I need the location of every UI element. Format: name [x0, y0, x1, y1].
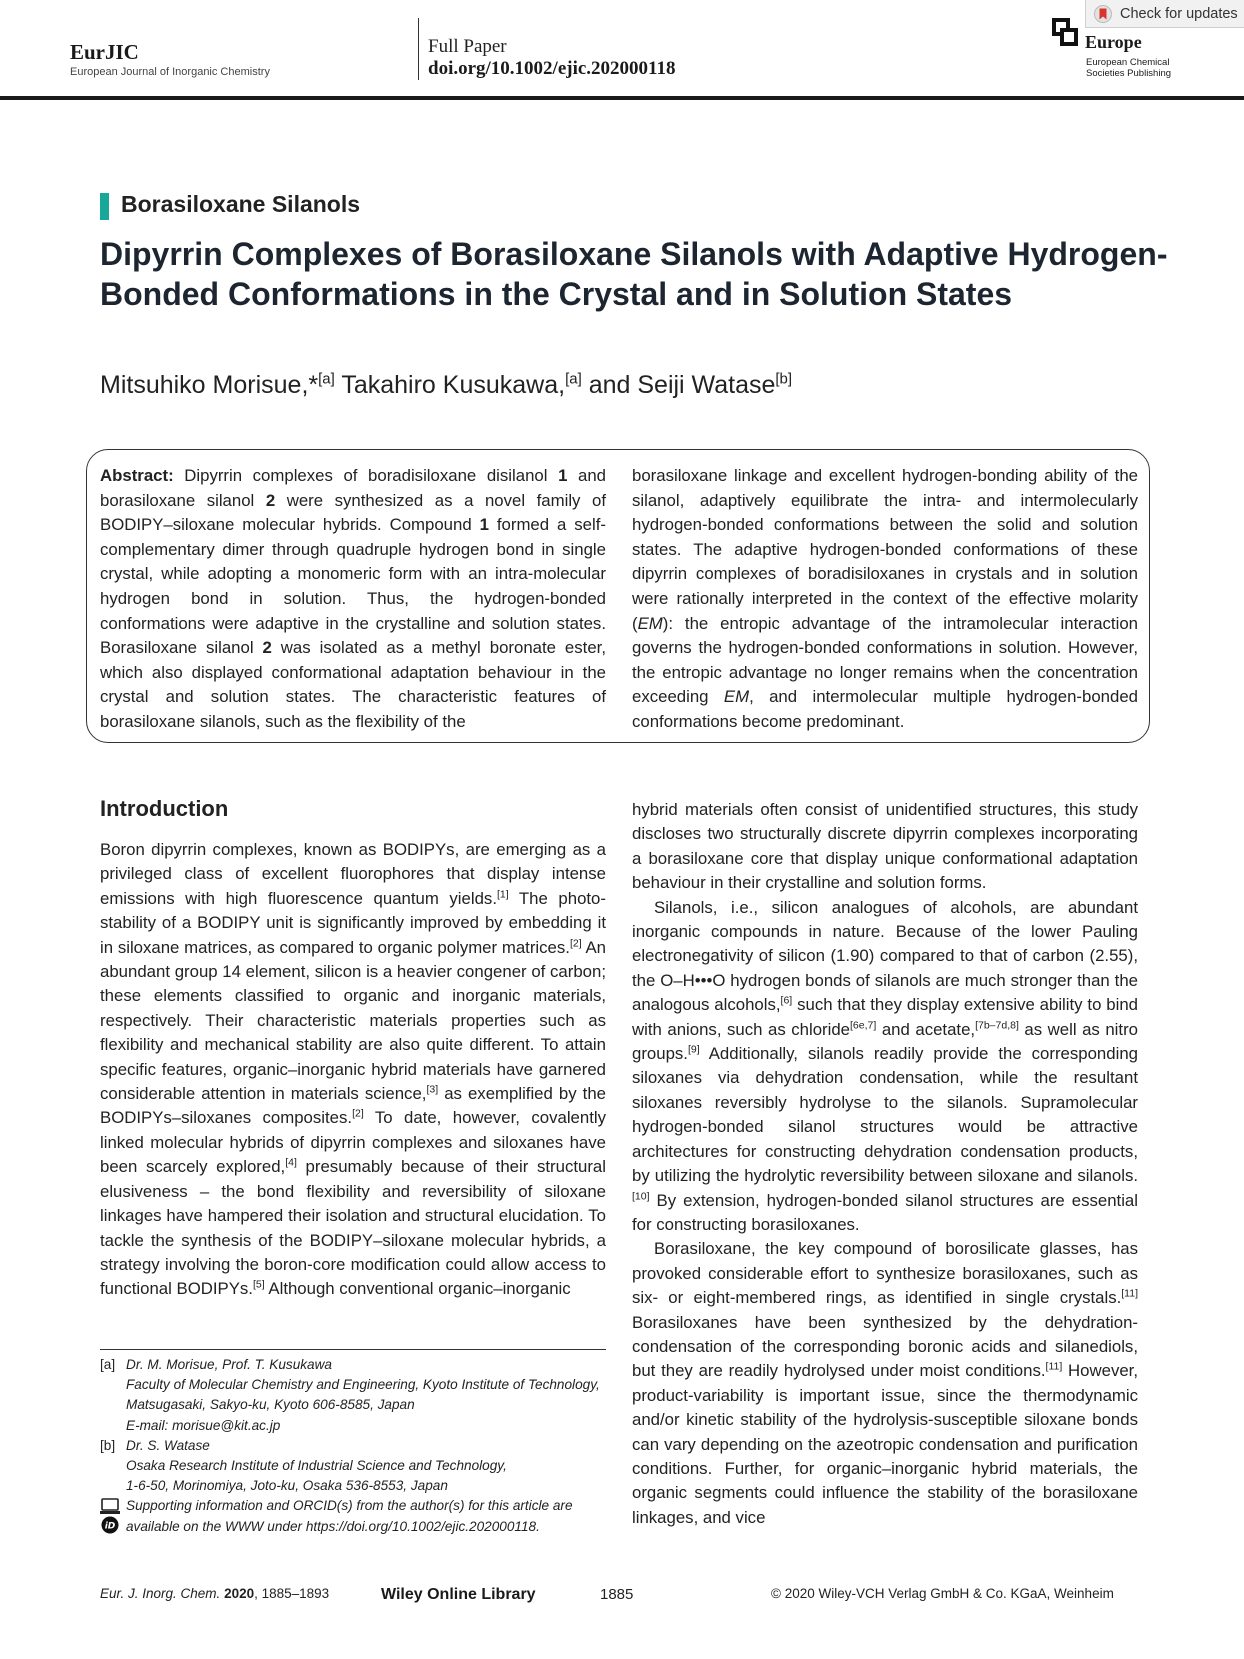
citation-link[interactable]: [6e,7]: [850, 1019, 877, 1032]
footnote-line: Faculty of Molecular Chemistry and Engineering, Kyoto Institute of Technology,: [126, 1377, 600, 1393]
abstract-text: formed a self-complementary dimer through quadruple hydrogen bond in single crystal, while adopting a monomeric form with an intra-molecular hydrogen bond in solution. Thus, the hydrogen-bonded conformations were adaptive in the crystalline and solution states. Borasiloxane silanol: [100, 515, 606, 658]
wiley-online-library-link[interactable]: Wiley Online Library: [381, 1586, 536, 1603]
publisher-subtitle: [1086, 57, 1206, 79]
supporting-info-note: [100, 1496, 620, 1542]
compound-number: 2: [265, 490, 276, 510]
abstract-label: Abstract:: [100, 466, 174, 485]
body-text: The photo-stability of a BODIPY unit is significantly improved by embedding it in siloxane matrices, as compared to organic polymer matrices.: [100, 888, 606, 957]
footnote-line: 1-6-50, Morinomiya, Joto-ku, Osaka 536-8553, Japan: [126, 1478, 448, 1494]
journal-short-name: EurJIC: [70, 40, 139, 64]
citation-link[interactable]: [10]: [632, 1189, 650, 1202]
footer-year: 2020: [224, 1586, 255, 1601]
copyright: © 2020 Wiley-VCH Verlag GmbH & Co. KGaA, Weinheim: [771, 1586, 1114, 1601]
body-text: Although conventional organic–inorganic: [264, 1279, 571, 1299]
paper-type: Full Paper: [428, 36, 507, 57]
footnote-a: [100, 1355, 620, 1436]
citation-footer: [100, 1586, 329, 1601]
abstract-left-column: [100, 464, 606, 735]
footnote-line: Dr. M. Morisue, Prof. T. Kusukawa: [126, 1357, 332, 1372]
body-text: Additionally, silanols readily provide the corresponding siloxanes via dehydration condensation, while the resultant siloxanes reversibly hydrolyse to the silanols. Supramolecular hydrogen-bonded silanol structures would be attractive architectures for constructing dehydration condensation products, by utilizing the hydrolytic reversibility between siloxane and silanols.: [632, 1044, 1138, 1186]
footnote-mark: [b]: [100, 1437, 116, 1453]
footnote-line: Supporting information and ORCID(s) from the author(s) for this article are: [126, 1498, 573, 1514]
abstract-text: , and intermolecular multiple hydrogen-bonded conformations become predominant.: [632, 687, 1139, 731]
body-text: as exemplified by the BODIPYs–siloxanes composites.: [100, 1084, 607, 1128]
footnote-line: Osaka Research Institute of Industrial Science and Technology,: [126, 1458, 507, 1474]
citation-link[interactable]: [9]: [687, 1043, 700, 1056]
publisher-sub-line: European Chemical: [1086, 57, 1170, 68]
journal-abbr: Eur. J. Inorg. Chem.: [100, 1586, 221, 1601]
publisher-sub-line: Societies Publishing: [1086, 68, 1172, 79]
body-text: such that they display extensive ability to bind with anions, such as chloride: [632, 995, 1139, 1039]
check-updates-label: Check for updates: [1120, 5, 1238, 22]
abstract-text: borasiloxane linkage and excellent hydrogen-bonding ability of the silanol, adaptively equilibrate the intra- and intermolecularly hydrogen-bonded conformations between the solid and solution states. The adaptive hydrogen-bonded conformations of these dipyrrin complexes of boradisiloxanes in crystals and in solution were rationally interpreted in the context of the effective molarity (: [632, 466, 1138, 633]
section-accent-bar: [100, 193, 109, 220]
author-name: Takahiro Kusukawa,: [341, 371, 566, 399]
footnote-icons: [100, 1496, 126, 1542]
journal-full-name: European Journal of Inorganic Chemistry: [70, 66, 270, 78]
citation-link[interactable]: [2]: [569, 937, 582, 950]
abstract-text: Dipyrrin complexes of boradisiloxane disilanol: [184, 466, 559, 485]
citation-link[interactable]: [6]: [780, 994, 793, 1007]
body-text: Borasiloxanes have been synthesized by the dehydration-condensation of the corresponding boronic acids and silanediols, but they are readily hydrolysed under moist conditions.: [632, 1312, 1138, 1381]
abstract-term: EM: [637, 613, 663, 633]
paragraph: [632, 1237, 1138, 1530]
author-join: and: [588, 371, 631, 399]
body-text: and acetate,: [876, 1019, 976, 1039]
footnote-line: Matsugasaki, Sakyo-ku, Kyoto 606-8585, Japan: [126, 1397, 415, 1413]
chempubsoc-logo-icon: [1052, 18, 1080, 48]
compound-number: 1: [479, 515, 489, 535]
citation-link[interactable]: [11]: [1121, 1287, 1138, 1300]
body-text: However, product-variability is important issue, since the thermodynamic and/or kinetic stability of the hydrolysis-susceptible siloxane bonds can vary depending on the azeotropic condensation and purification conditions. Further, for organic–inorganic hybrid materials, the organic segments could influence the stability of the borasiloxane linkages, and vice: [632, 1361, 1138, 1527]
header-divider: [418, 18, 419, 80]
page-number: 1885: [600, 1586, 634, 1603]
affiliation-mark: [a]: [318, 370, 335, 388]
body-text: By extension, hydrogen-bonded silanol structures are essential for constructing borasiloxanes.: [632, 1190, 1138, 1234]
affiliation-mark: [a]: [565, 370, 582, 388]
body-text: presumably because of their structural elusiveness – the bond flexibility and reversibility of siloxane linkages have hampered their isolation and structural elucidation. To tackle the synthesis of the BODIPY–siloxane molecular hybrids, a strategy involving the boron-core modification could allow access to functional BODIPYs.: [100, 1157, 606, 1299]
header-rule: [0, 96, 1244, 100]
affiliation-footnotes: [100, 1355, 620, 1543]
body-text: Silanols, i.e., silicon analogues of alcohols, are abundant inorganic compounds in nature. Because of the lower Pauling electronegativity of silicon (1.90) compared to that of carbon (2.55), the O–H•••O hydrogen bonds of silanols are much stronger than the analogous alcohols,: [632, 897, 1138, 1015]
citation-link[interactable]: [3]: [426, 1083, 439, 1096]
body-text: as well as nitro groups.: [632, 1019, 1138, 1064]
check-for-updates-button[interactable]: [1085, 0, 1244, 28]
abstract-text: were synthesized as a novel family of BODIPY–siloxane molecular hybrids. Compound: [100, 490, 606, 535]
compound-number: 1: [558, 466, 568, 485]
footnote-mark: [a]: [100, 1357, 116, 1372]
abstract-text: ): the entropic advantage of the intramolecular interaction governs the hydrogen-bonded conformations in solution. However, the entropic advantage no longer remains when the concentration exceeding: [632, 613, 1138, 707]
citation-link[interactable]: [2]: [352, 1107, 364, 1120]
publisher-name: Europe: [1085, 32, 1142, 52]
intro-left-column: [100, 838, 606, 1302]
compound-number: 2: [262, 638, 272, 658]
footnote-line: Dr. S. Watase: [126, 1437, 210, 1453]
email-link[interactable]: E-mail: morisue@kit.ac.jp: [126, 1417, 281, 1433]
supporting-info-link[interactable]: available on the WWW under https://doi.org/10.1002/ejic.202000118.: [126, 1518, 540, 1534]
crossmark-icon: [1094, 5, 1112, 23]
intro-right-column: [632, 798, 1138, 1530]
introduction-heading: Introduction: [100, 796, 229, 821]
paragraph: hybrid materials often consist of unidentified structures, this study discloses two structurally discrete dipyrrin complexes incorporating a borasiloxane core that display unique conformational adaptation behaviour in their crystalline and solution forms.: [632, 800, 1138, 893]
computer-icon: [100, 1496, 120, 1536]
doi-link[interactable]: doi.org/10.1002/ejic.202000118: [428, 58, 676, 79]
citation-link[interactable]: [4]: [285, 1156, 297, 1169]
footnote-rule: [100, 1349, 606, 1350]
abstract-term: EM: [723, 687, 750, 707]
body-text: An abundant group 14 element, silicon is a heavier congener of carbon; these elements classified to organic and inorganic materials, respectively. Their characteristic materials properties such as flexibility and mechanical stability are also quite different. To attain specific features, organic–inorganic hybrid materials have garnered considerable attention in materials science,: [100, 937, 606, 1104]
citation-link[interactable]: [11]: [1045, 1360, 1063, 1373]
abstract-text: and borasiloxane silanol: [100, 466, 606, 510]
citation-link[interactable]: [5]: [252, 1278, 265, 1291]
svg-text:iD: iD: [104, 1521, 116, 1532]
body-text: To date, however, covalently linked molecular hybrids of dipyrrin complexes and siloxanes have been scarcely explored,: [100, 1108, 606, 1177]
author-name: Mitsuhiko Morisue,*: [100, 371, 319, 399]
footer-pages: , 1885–1893: [254, 1586, 330, 1601]
author-name: Seiji Watase: [637, 371, 776, 399]
abstract-text: was isolated as a methyl boronate ester, which also displayed conformational adaptation behaviour in the crystal and solution states. The characteristic features of borasiloxane silanols, such as the flexibility of the: [100, 638, 606, 731]
body-text: Boron dipyrrin complexes, known as BODIPYs, are emerging as a privileged class of excellent fluorophores that display intense emissions with high fluorescence quantum yields.: [100, 840, 606, 908]
section-label: Borasiloxane Silanols: [121, 191, 361, 217]
footnote-b: [100, 1436, 620, 1497]
abstract-right-column: [632, 464, 1138, 735]
body-text: Borasiloxane, the key compound of borosilicate glasses, has provoked considerable effort to synthesize borasiloxanes, such as six- or eight-membered rings, as identified in single crystals.: [632, 1239, 1138, 1308]
citation-link[interactable]: [7b–7d,8]: [975, 1019, 1019, 1032]
citation-link[interactable]: [1]: [496, 888, 509, 901]
author-list: [100, 371, 792, 400]
paragraph: [632, 896, 1138, 1238]
paper-title: Dipyrrin Complexes of Borasiloxane Silanols with Adaptive Hydrogen-Bonded Conformations in the Crystal and in Solution States: [100, 236, 1168, 312]
affiliation-mark: [b]: [775, 370, 793, 388]
